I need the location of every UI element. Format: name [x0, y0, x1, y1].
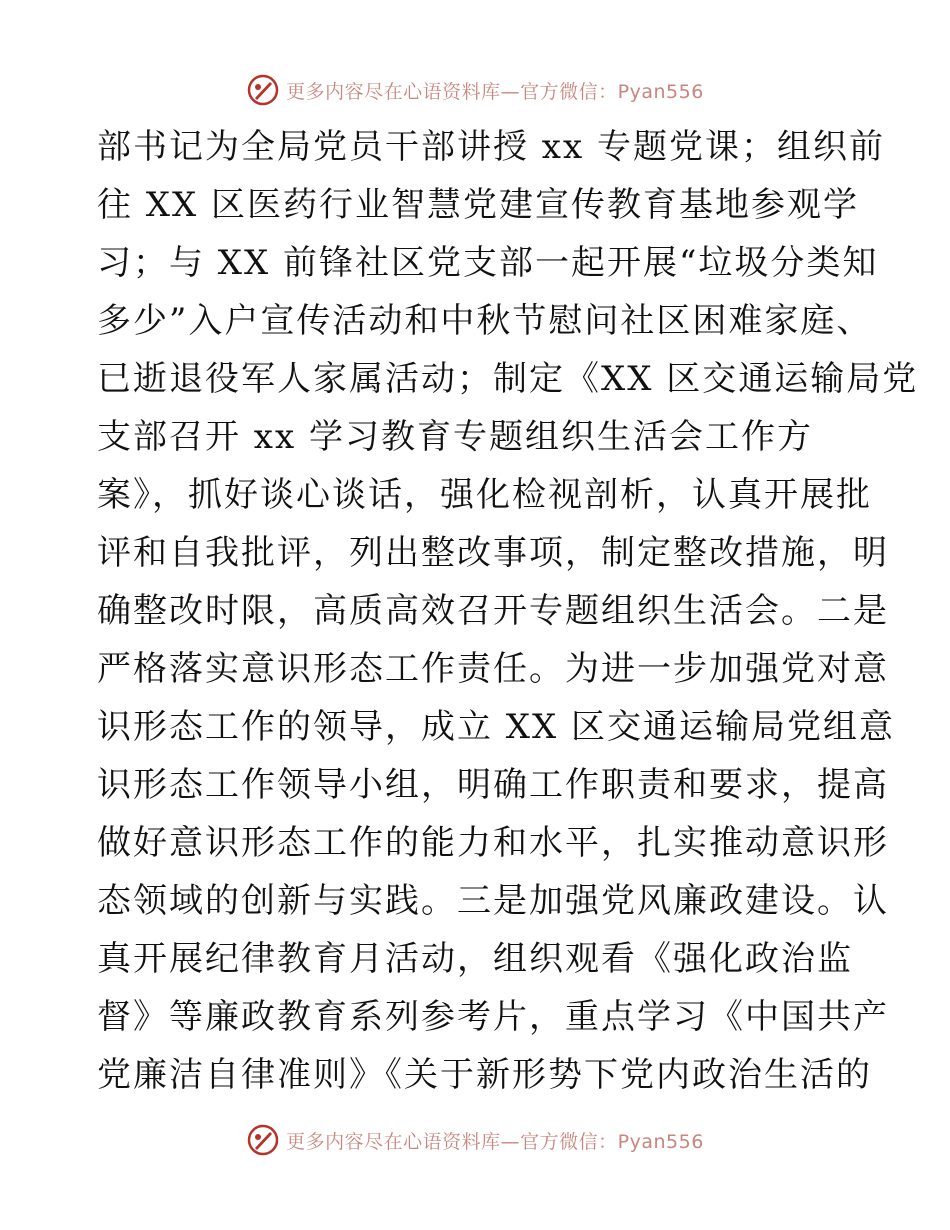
text-line: 评和自我批评，列出整改事项，制定整改措施，明 — [97, 533, 889, 573]
text-line: 识形态工作的领导，成立 XX 区交通运输局党组意 — [97, 707, 896, 747]
red-quill-logo-icon — [246, 1123, 280, 1157]
red-quill-logo-icon — [246, 73, 280, 107]
text-line: 部书记为全局党员干部讲授 xx 专题党课；组织前 — [97, 127, 885, 167]
text-line: 严格落实意识形态工作责任。为进一步加强党对意 — [97, 649, 889, 689]
text-line: 已逝退役军人家属活动；制定《XX 区交通运输局党 — [97, 359, 919, 399]
document-body — [97, 118, 919, 1104]
text-line: 识形态工作领导小组，明确工作职责和要求，提高 — [97, 765, 889, 805]
watermark-text: 更多内容尽在心语资料库—官方微信：Pyan556 — [286, 80, 704, 103]
footer-watermark — [0, 1120, 950, 1160]
text-line: 往 XX 区医药行业智慧党建宣传教育基地参观学 — [97, 185, 860, 225]
text-line: 习；与 XX 前锋社区党支部一起开展“垃圾分类知 — [97, 243, 879, 283]
text-line: 真开展纪律教育月活动，组织观看《强化政治监 — [97, 939, 853, 979]
text-line: 态领域的创新与实践。三是加强党风廉政建设。认 — [97, 881, 889, 921]
watermark-text: 更多内容尽在心语资料库—官方微信：Pyan556 — [286, 1130, 704, 1153]
text-line: 案》，抓好谈心谈话，强化检视剖析，认真开展批 — [97, 475, 872, 515]
text-line: 多少”入户宣传活动和中秋节慰问社区困难家庭、 — [97, 301, 873, 341]
text-line: 确整改时限，高质高效召开专题组织生活会。二是 — [97, 591, 889, 631]
text-line: 支部召开 xx 学习教育专题组织生活会工作方 — [97, 417, 813, 457]
text-line: 督》等廉政教育系列参考片，重点学习《中国共产 — [97, 997, 889, 1037]
text-line: 做好意识形态工作的能力和水平，扎实推动意识形 — [97, 823, 889, 863]
text-line: 党廉洁自律准则》《关于新形势下党内政治生活的 — [97, 1055, 872, 1095]
header-watermark — [0, 70, 950, 110]
